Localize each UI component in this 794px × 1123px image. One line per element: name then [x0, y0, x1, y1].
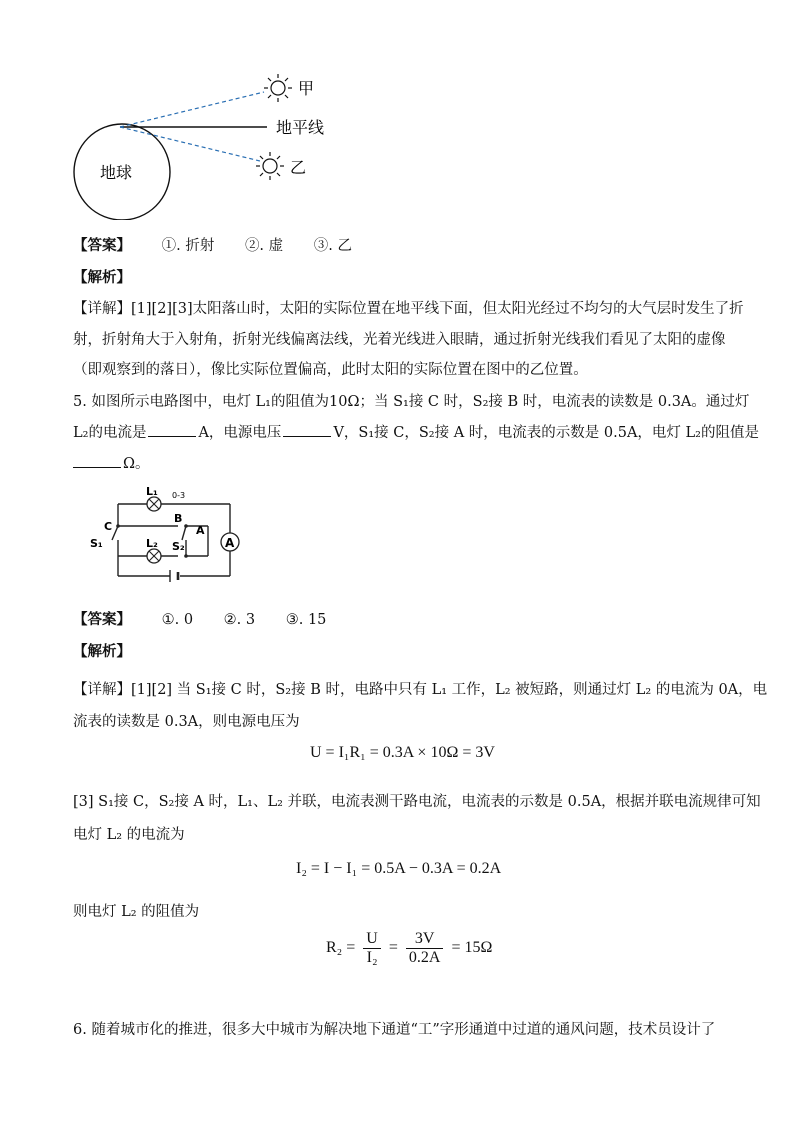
detail-line: [3] S₁接 C，S₂接 A 时，L₁、L₂ 并联，电流表测干路电流，电流表的示数是 0.5A，根据并联电流规律可知 — [73, 794, 761, 810]
earth-label: 地球 — [100, 163, 133, 182]
answer-blank — [148, 424, 196, 437]
label-b: B — [174, 512, 183, 525]
label-range: 0-3 — [172, 491, 186, 500]
label-s1: S₁ — [90, 537, 103, 550]
q5-text: Ω。 — [123, 456, 150, 472]
answer-item: ①. 0 — [161, 612, 194, 628]
ray-to-sun-b — [120, 127, 260, 161]
answer-item: ③. 乙 — [313, 238, 352, 254]
detail-line: 【详解】[1][2][3]太阳落山时，太阳的实际位置在地平线下面，但太阳光经过不均匀的大气层时发生了折 — [73, 301, 744, 317]
detail-line: 射，折射角大于入射角，折射光线偏离法线，光着光线进入眼睛，通过折射光线我们看见了太阳的虚像 — [73, 332, 726, 348]
sun-a-icon — [264, 74, 292, 102]
q4-answer-row — [73, 234, 352, 255]
analysis-tag: 【解析】 — [73, 644, 131, 660]
equation-1: U = I₁R₁ = 0.3A × 10Ω = 3V — [310, 744, 495, 761]
label-a: A — [196, 524, 205, 537]
question-6-line: 6. 随着城市化的推进，很多大中城市为解决地下通道“工”字形通道中过道的通风问题，技术员设计了 — [73, 1022, 716, 1038]
answer-item: ③. 15 — [285, 612, 327, 628]
horizon-label: 地平线 — [276, 118, 325, 137]
answer-tag: 【答案】 — [73, 612, 131, 628]
ammeter-icon — [221, 533, 239, 551]
lamp-l2-icon — [147, 549, 161, 563]
answer-blank — [283, 424, 331, 437]
q5-answer-row — [73, 608, 326, 629]
eq3-rhs: = 15Ω — [451, 939, 493, 957]
q5-text: L₂的电流是 — [73, 425, 147, 441]
detail-line: 【详解】[1][2] 当 S₁接 C 时，S₂接 B 时，电路中只有 L₁ 工作，L₂ 被短路，则通过灯 L₂ 的电流为 0A，电 — [73, 682, 768, 698]
sun-b-label: 乙 — [290, 158, 307, 177]
q5-text: A，电源电压 — [198, 425, 282, 441]
q5-text: V，S₁接 C，S₂接 A 时，电流表的示数是 0.5A，电灯 L₂的阻值是 — [333, 425, 759, 441]
question-5-line — [73, 421, 759, 442]
label-c: C — [104, 520, 113, 533]
analysis-tag: 【解析】 — [73, 270, 131, 286]
label-l1: L₁ — [146, 485, 158, 498]
answer-tag: 【答案】 — [73, 238, 131, 254]
equation-2: I₂ = I − I₁ = 0.5A − 0.3A = 0.2A — [296, 860, 502, 877]
fraction: $\frac{U}{\text{I₂}}$ — [363, 930, 381, 967]
sun-a-label: 甲 — [298, 79, 315, 98]
label-s2: S₂ — [172, 540, 185, 553]
detail-line: 电灯 L₂ 的电流为 — [73, 827, 185, 843]
label-l2: L₂ — [146, 537, 158, 550]
detail-line: （即观察到的落日），像比实际位置偏高，此时太阳的实际位置在图中的乙位置。 — [73, 362, 588, 378]
sun-b-icon — [256, 152, 284, 180]
answer-item: ①. 折射 — [161, 238, 215, 254]
fraction: $\frac{3V}{0.2A}$ — [406, 930, 444, 967]
answer-blank — [73, 455, 121, 468]
detail-line: 则电灯 L₂ 的阻值为 — [73, 904, 200, 920]
answer-item: ②. 3 — [223, 612, 256, 628]
circuit-diagram — [88, 484, 248, 584]
refraction-diagram — [60, 60, 360, 220]
ray-to-sun-a — [120, 92, 264, 127]
equation-3: R₂ = $\frac{U}{\text{I₂}}$ = $\frac{3V}{0.2A}$ = 15Ω — [326, 930, 493, 966]
svg-text:A: A — [225, 536, 235, 550]
eq3-lhs: R₂ = — [326, 939, 356, 957]
detail-line: 流表的读数是 0.3A，则电源电压为 — [73, 714, 300, 730]
question-5-line: 5. 如图所示电路图中，电灯 L₁的阻值为10Ω；当 S₁接 C 时，S₂接 B 时，电流表的读数是 0.3A。通过灯 — [73, 394, 750, 410]
answer-item: ②. 虚 — [244, 238, 284, 254]
question-5-line — [73, 452, 150, 473]
lamp-l1-icon — [147, 497, 161, 511]
